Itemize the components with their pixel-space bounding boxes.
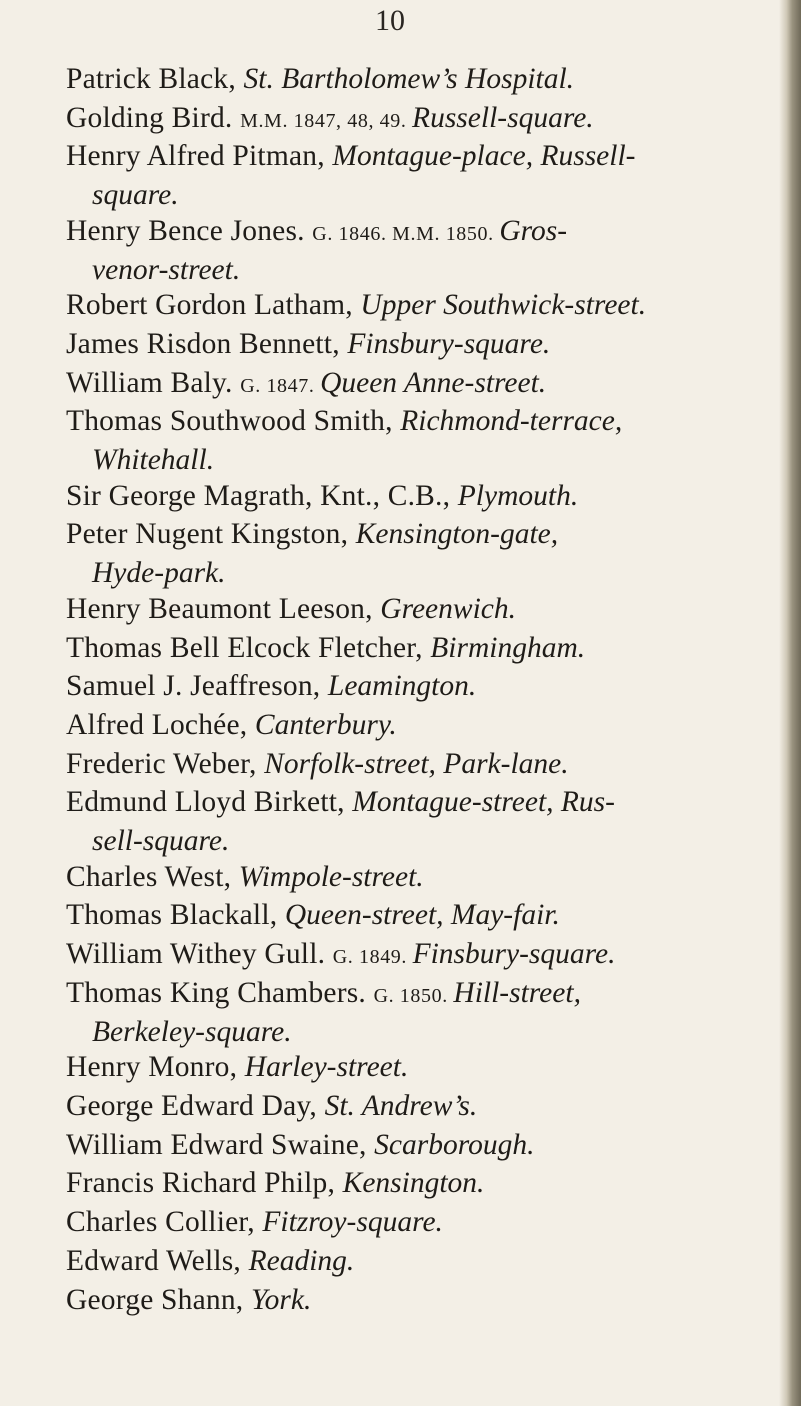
member-name: Charles West, <box>66 860 239 893</box>
member-address: Scarborough. <box>374 1128 535 1161</box>
member-address: Montague-street, Rus- <box>352 786 615 819</box>
member-address: Finsbury-square. <box>412 938 616 971</box>
page-number: 10 <box>375 4 405 37</box>
member-address: Montague-place, Russell- <box>332 140 636 173</box>
entry-chambers <box>66 976 766 1050</box>
entry-smith <box>66 404 766 478</box>
entry-bird <box>66 101 766 140</box>
entry-shann <box>66 1283 766 1322</box>
member-name: Henry Monro, <box>66 1051 245 1084</box>
entry-black <box>66 62 766 101</box>
member-name: Alfred Lochée, <box>66 708 255 741</box>
member-name: Peter Nugent Kingston, <box>66 518 356 551</box>
member-address: Harley-street. <box>244 1051 409 1084</box>
member-name: Francis Richard Philp, <box>66 1167 343 1200</box>
entry-birkett <box>66 785 766 859</box>
member-address: Kensington-gate, <box>355 518 559 551</box>
entry-philp <box>66 1166 766 1205</box>
member-degree: G. 1847. <box>240 374 321 397</box>
member-address: St. Andrew’s. <box>324 1089 478 1122</box>
member-address: Gros- <box>499 214 568 247</box>
member-address: Fitzroy-square. <box>262 1206 443 1239</box>
member-name: Thomas Bell Elcock Fletcher, <box>66 631 431 664</box>
member-address: Kensington. <box>342 1167 485 1200</box>
member-degree: G. 1846. M.M. 1850. <box>312 222 500 245</box>
entry-monro <box>66 1050 766 1089</box>
member-name: Samuel J. Jeaffreson, <box>66 670 328 703</box>
entry-fletcher <box>66 631 766 670</box>
member-name: Patrick Black, <box>66 63 244 95</box>
member-address: Finsbury-square. <box>347 327 551 360</box>
member-address: Canterbury. <box>254 708 397 741</box>
member-name: Thomas Southwood Smith, <box>66 405 401 438</box>
member-name: Henry Beaumont Leeson, <box>66 592 381 625</box>
entry-gull <box>66 937 766 976</box>
member-address-continued: venor-street. <box>92 253 241 286</box>
entry-latham <box>66 288 766 327</box>
member-address-continued: square. <box>92 179 179 212</box>
member-name: James Risdon Bennett, <box>66 327 348 360</box>
member-address: York. <box>250 1283 312 1316</box>
entry-bennett <box>66 327 766 366</box>
member-address: Reading. <box>248 1244 355 1277</box>
member-name: Charles Collier, <box>66 1206 263 1239</box>
member-address: Birmingham. <box>430 631 586 664</box>
member-address-continued: Berkeley-square. <box>92 1015 292 1048</box>
member-address-continued: sell-square. <box>92 825 230 858</box>
member-address: Richmond-terrace, <box>400 405 623 438</box>
member-address: Plymouth. <box>457 479 579 512</box>
member-name: Golding Bird. <box>66 101 241 134</box>
entry-magrath <box>66 479 766 518</box>
entry-baly <box>66 366 766 405</box>
member-list <box>66 62 766 1321</box>
member-name: Henry Alfred Pitman, <box>66 140 333 173</box>
member-name: Robert Gordon Latham, <box>66 289 361 322</box>
member-address: St. Bartholomew’s Hospital. <box>243 63 575 95</box>
member-degree: G. 1850. <box>373 984 454 1007</box>
member-name: William Baly. <box>66 366 241 399</box>
member-address: Upper Southwick-street. <box>360 289 647 322</box>
entry-collier <box>66 1205 766 1244</box>
entry-pitman <box>66 139 766 213</box>
entry-day <box>66 1089 766 1128</box>
member-name: George Shann, <box>66 1283 251 1316</box>
member-degree: M.M. 1847, 48, 49. <box>240 109 413 132</box>
entry-wells <box>66 1244 766 1283</box>
member-address: Queen Anne-street. <box>320 366 547 399</box>
entry-kingston <box>66 517 766 591</box>
member-name: Thomas King Chambers. <box>66 976 374 1009</box>
entry-lochee <box>66 708 766 747</box>
member-name: Frederic Weber, <box>66 747 265 780</box>
entry-leeson <box>66 592 766 631</box>
member-address: Greenwich. <box>380 592 516 625</box>
member-name: Sir George Magrath, Knt., C.B., <box>66 479 458 512</box>
entry-swaine <box>66 1128 766 1167</box>
entry-blackall <box>66 898 766 937</box>
member-address: Norfolk-street, Park-lane. <box>264 747 569 780</box>
member-name: Edward Wells, <box>66 1244 249 1277</box>
member-name: William Withey Gull. <box>66 938 333 971</box>
member-address: Leamington. <box>327 670 477 703</box>
member-name: William Edward Swaine, <box>66 1128 375 1161</box>
entry-weber <box>66 747 766 786</box>
member-address-continued: Whitehall. <box>92 444 215 477</box>
entry-west <box>66 860 766 899</box>
member-address: Wimpole-street. <box>238 860 424 893</box>
entry-jones <box>66 214 766 288</box>
member-name: Henry Bence Jones. <box>66 214 313 247</box>
member-degree: G. 1849. <box>332 946 413 969</box>
member-name: Edmund Lloyd Birkett, <box>66 786 353 819</box>
entry-jeaffreson <box>66 669 766 708</box>
member-address: Hill-street, <box>453 976 581 1009</box>
page-edge-shadow <box>779 0 801 1406</box>
member-address-continued: Hyde-park. <box>92 557 226 590</box>
member-name: George Edward Day, <box>66 1089 325 1122</box>
member-name: Thomas Blackall, <box>66 899 285 932</box>
member-address: Queen-street, May-fair. <box>284 899 560 932</box>
member-address: Russell-square. <box>412 101 594 134</box>
